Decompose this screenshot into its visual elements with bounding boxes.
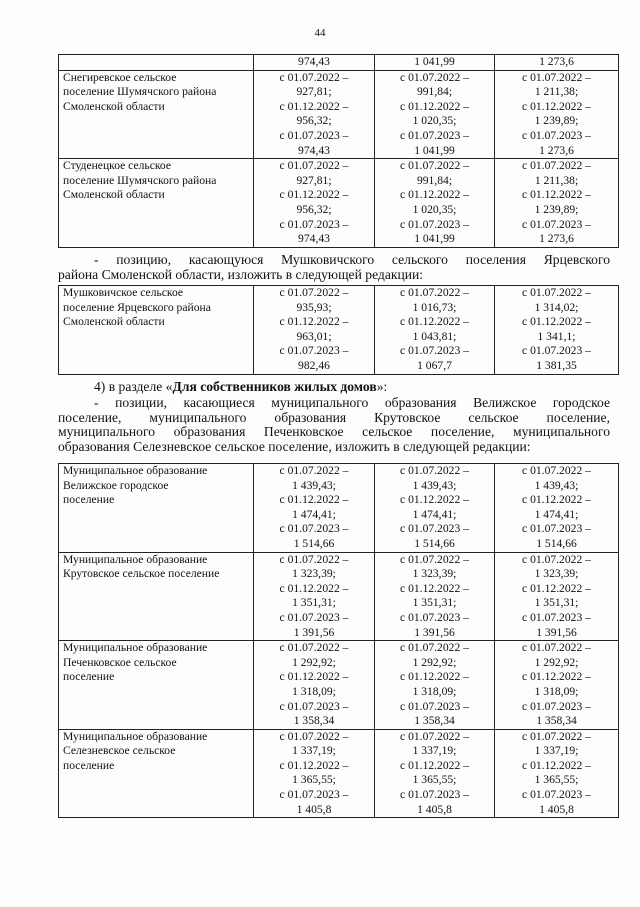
name-cell [59,55,254,71]
name-cell: Студенецкое сельское поселение Шумячского района Смоленской области [59,159,254,248]
value-cell: с 01.07.2022 – 1 337,19; с 01.12.2022 – 1 365,55; с 01.07.2023 – 1 405,8 [254,729,375,818]
table-row [59,70,619,159]
value-cell: с 01.07.2022 – 1 314,02; с 01.12.2022 – 1 341,1; с 01.07.2023 – 1 381,35 [495,286,619,375]
value-cell: с 01.07.2022 – 1 323,39; с 01.12.2022 – 1 351,31; с 01.07.2023 – 1 391,56 [254,552,375,641]
table-row [59,729,619,818]
name-cell: Муниципальное образование Крутовское сельское поселение [59,552,254,641]
value-cell: 1 273,6 [495,55,619,71]
tariff-table-bottom [58,463,619,818]
table-row-partial [59,55,619,71]
value-cell: с 01.07.2022 – 1 292,92; с 01.12.2022 – 1 318,09; с 01.07.2023 – 1 358,34 [495,641,619,730]
value-cell: с 01.07.2022 – 1 016,73; с 01.12.2022 – 1 043,81; с 01.07.2023 – 1 067,7 [375,286,495,375]
section-heading: 4) в разделе «Для собственников жилых домов»: [94,379,388,394]
value-cell: 1 041,99 [375,55,495,71]
paragraph-mushkovichi: - позицию, касающуюся Мушковичского сельского поселения Ярцевского района Смоленской области, изложить в следующей редакции: [58,252,610,282]
value-cell: с 01.07.2022 – 1 323,39; с 01.12.2022 – 1 351,31; с 01.07.2023 – 1 391,56 [495,552,619,641]
value-cell: с 01.07.2022 – 1 439,43; с 01.12.2022 – 1 474,41; с 01.07.2023 – 1 514,66 [375,464,495,553]
value-cell: с 01.07.2022 – 1 292,92; с 01.12.2022 – 1 318,09; с 01.07.2023 – 1 358,34 [254,641,375,730]
value-cell: с 01.07.2022 – 1 337,19; с 01.12.2022 – 1 365,55; с 01.07.2023 – 1 405,8 [495,729,619,818]
value-cell: с 01.07.2022 – 1 323,39; с 01.12.2022 – 1 351,31; с 01.07.2023 – 1 391,56 [375,552,495,641]
name-cell: Муниципальное образование Селезневское сельское поселение [59,729,254,818]
value-cell: с 01.07.2022 – 991,84; с 01.12.2022 – 1 020,35; с 01.07.2023 – 1 041,99 [375,159,495,248]
value-cell: 974,43 [254,55,375,71]
value-cell: с 01.07.2022 – 927,81; с 01.12.2022 – 956,32; с 01.07.2023 – 974,43 [254,70,375,159]
section-heading-bold: Для собственников жилых домов [172,379,377,394]
table-row [59,464,619,553]
value-cell: с 01.07.2022 – 1 439,43; с 01.12.2022 – 1 474,41; с 01.07.2023 – 1 514,66 [254,464,375,553]
value-cell: с 01.07.2022 – 1 292,92; с 01.12.2022 – 1 318,09; с 01.07.2023 – 1 358,34 [375,641,495,730]
tariff-table-mid [58,285,619,375]
paragraph-owners: - позиции, касающиеся муниципального образования Велижское городское поселение, муниципального образования Крутовское сельское поселение, муниципального образования Печенковское сельское поселение, муниципального образования Селезневское сельское поселение, изложить в следующей редакции: [58,395,610,454]
value-cell: с 01.07.2022 – 935,93; с 01.12.2022 – 963,01; с 01.07.2023 – 982,46 [254,286,375,375]
value-cell: с 01.07.2022 – 991,84; с 01.12.2022 – 1 020,35; с 01.07.2023 – 1 041,99 [375,70,495,159]
table-row [59,552,619,641]
table-row [59,286,619,375]
tariff-table-top [58,54,619,248]
name-cell: Муниципальное образование Печенковское сельское поселение [59,641,254,730]
name-cell: Мушковичское сельское поселение Ярцевского района Смоленской области [59,286,254,375]
value-cell: с 01.07.2022 – 1 211,38; с 01.12.2022 – 1 239,89; с 01.07.2023 – 1 273,6 [495,159,619,248]
page-number: 44 [314,27,326,39]
name-cell: Снегиревское сельское поселение Шумячского района Смоленской области [59,70,254,159]
value-cell: с 01.07.2022 – 927,81; с 01.12.2022 – 956,32; с 01.07.2023 – 974,43 [254,159,375,248]
value-cell: с 01.07.2022 – 1 337,19; с 01.12.2022 – 1 365,55; с 01.07.2023 – 1 405,8 [375,729,495,818]
value-cell: с 01.07.2022 – 1 211,38; с 01.12.2022 – 1 239,89; с 01.07.2023 – 1 273,6 [495,70,619,159]
table-row [59,641,619,730]
table-row [59,159,619,248]
name-cell: Муниципальное образование Велижское городское поселение [59,464,254,553]
value-cell: с 01.07.2022 – 1 439,43; с 01.12.2022 – 1 474,41; с 01.07.2023 – 1 514,66 [495,464,619,553]
